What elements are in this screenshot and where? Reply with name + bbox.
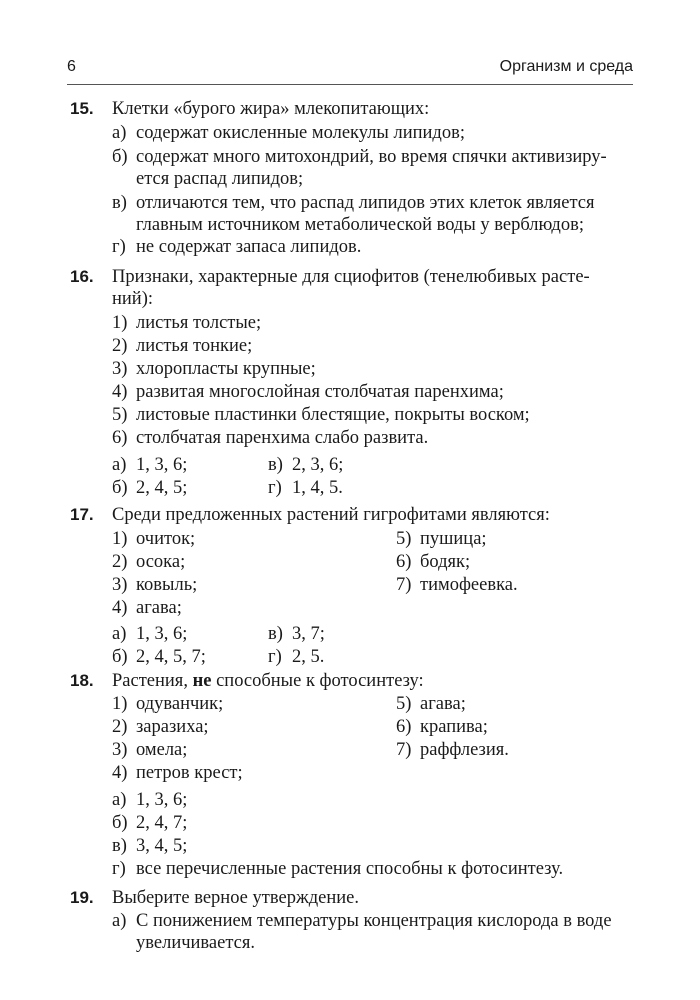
answer-text: 2, 4, 5, 7; [136,647,206,667]
item-text: бодяк; [420,552,471,572]
option-label: в) [112,193,127,213]
question-text: ний): [112,289,154,309]
question-text-start: Растения, [112,671,188,691]
item-label: 6) [112,428,128,448]
question-text [112,670,424,692]
answer-label: в) [112,836,127,856]
item-label: 2) [112,552,128,572]
item-text: тимофеевка. [420,575,518,595]
answer-text: 3, 4, 5; [136,836,188,856]
option-text: главным источником метаболической воды у верблюдов; [136,215,584,235]
item-label: 1) [112,694,128,714]
option-text: С понижением температуры концентрация кислорода в воде [136,911,612,931]
question-text-end: способные к фотосинтезу: [216,671,424,691]
item-label: 4) [112,382,128,402]
item-text: листья тонкие; [136,336,253,356]
item-text: столбчатая паренхима слабо развита. [136,428,429,448]
item-label: 2) [112,336,128,356]
answer-text: 1, 3, 6; [136,455,188,475]
answer-label: г) [268,478,282,498]
item-label: 3) [112,740,128,760]
item-label: 7) [396,575,412,595]
item-text: листовые пластинки блестящие, покрыты воском; [136,405,530,425]
item-label: 1) [112,529,128,549]
item-text: раффлезия. [420,740,509,760]
question-number: 19. [70,888,94,907]
item-text: агава; [420,694,466,714]
item-text: одуванчик; [136,694,224,714]
item-label: 4) [112,763,128,783]
answer-text: 2, 5. [292,647,325,667]
answer-label: б) [112,647,128,667]
item-label: 3) [112,359,128,379]
item-text: очиток; [136,529,196,549]
option-label: а) [112,123,127,143]
answer-label: в) [268,624,283,644]
question-number: 17. [70,505,94,524]
page-number: 6 [67,58,76,75]
item-text: ковыль; [136,575,198,595]
item-label: 7) [396,740,412,760]
answer-label: г) [112,859,126,879]
answer-text: 3, 7; [292,624,325,644]
answer-label: а) [112,624,127,644]
question-text: Признаки, характерные для сциофитов (тенелюбивых расте- [112,267,590,287]
item-label: 6) [396,717,412,737]
answer-text: 1, 4, 5. [292,478,343,498]
item-text: крапива; [420,717,488,737]
answer-label: г) [268,647,282,667]
answer-text: все перечисленные растения способны к фотосинтезу. [136,859,564,879]
answer-text: 1, 3, 6; [136,790,188,810]
item-text: петров крест; [136,763,243,783]
option-text: отличаются тем, что распад липидов этих клеток является [136,193,595,213]
answer-label: а) [112,790,127,810]
running-title: Организм и среда [499,58,633,75]
negation-emphasis: не [192,671,212,691]
option-text: ется распад липидов; [136,169,304,189]
option-text: увеличивается. [136,933,255,953]
option-label: а) [112,911,127,931]
item-label: 1) [112,313,128,333]
option-label: б) [112,147,128,167]
answer-text: 1, 3, 6; [136,624,188,644]
question-number: 16. [70,267,94,286]
item-text: хлоропласты крупные; [136,359,316,379]
option-text: не содержат запаса липидов. [136,237,362,257]
item-label: 3) [112,575,128,595]
question-number: 18. [70,671,94,690]
answer-label: а) [112,455,127,475]
item-text: пушица; [420,529,487,549]
answer-text: 2, 4, 7; [136,813,188,833]
item-label: 6) [396,552,412,572]
answer-text: 2, 3, 6; [292,455,344,475]
question-text: Клетки «бурого жира» млекопитающих: [112,99,430,119]
answer-label: б) [112,478,128,498]
option-label: г) [112,237,126,257]
item-text: омела; [136,740,188,760]
item-text: агава; [136,598,182,618]
question-number: 15. [70,99,94,118]
item-label: 5) [396,529,412,549]
item-text: развитая многослойная столбчатая паренхима; [136,382,504,402]
item-label: 5) [396,694,412,714]
answer-label: в) [268,455,283,475]
question-text: Среди предложенных растений гигрофитами являются: [112,505,550,525]
answer-text: 2, 4, 5; [136,478,188,498]
question-text: Выберите верное утверждение. [112,888,359,908]
item-text: листья толстые; [136,313,262,333]
item-label: 2) [112,717,128,737]
item-text: заразиха; [136,717,209,737]
item-label: 5) [112,405,128,425]
item-label: 4) [112,598,128,618]
option-text: содержат окисленные молекулы липидов; [136,123,465,143]
option-text: содержат много митохондрий, во время спячки активизиру- [136,147,607,167]
item-text: осока; [136,552,186,572]
answer-label: б) [112,813,128,833]
